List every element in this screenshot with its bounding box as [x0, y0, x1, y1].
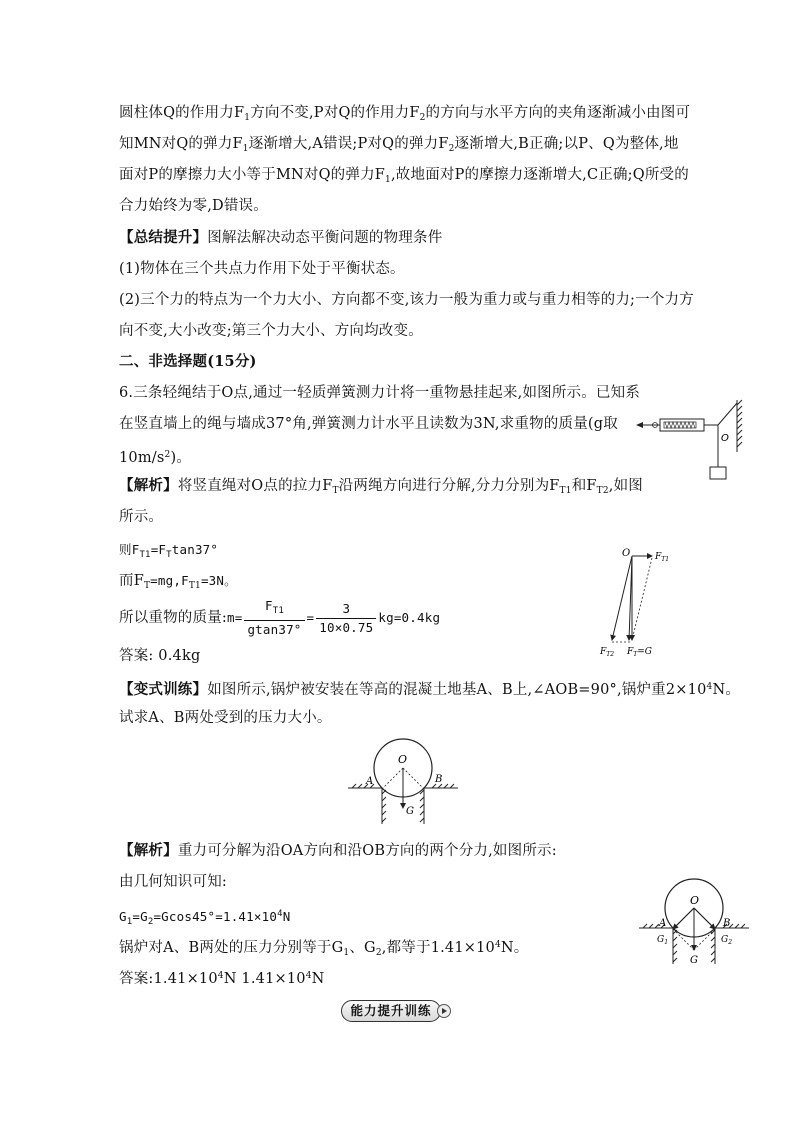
summary-point-2a: (2)三个力的特点为一个力大小、方向都不变,该力一般为重力或与重力相等的力;一个力方 — [119, 292, 694, 308]
dashed-oa — [382, 768, 403, 789]
q6-equation-2: 而$F_T=mg,F_{T1}=3N$。 — [119, 573, 237, 591]
force-decomposition-figure — [596, 544, 678, 658]
prev-solution-line-3: 面对P的摩擦力大小等于MN对Q的弹力$F_1$,故地面对P的摩擦力逐渐增大,C正确;Q所受的 — [119, 167, 689, 185]
label-o: O — [690, 894, 700, 907]
dashed-ob — [403, 768, 424, 789]
spring-scale-figure — [634, 397, 744, 487]
support-right — [420, 784, 458, 824]
label-b: B — [435, 774, 443, 785]
arrow-g2 — [694, 908, 715, 929]
ability-training-badge — [341, 1000, 449, 1022]
figure-label-o: O — [721, 433, 729, 444]
q6-solution-line-2: 所示。 — [119, 509, 164, 525]
label-ft2: $F_{T2}$ — [600, 647, 615, 658]
label-a: A — [366, 776, 374, 787]
badge-label: 能力提升训练 — [341, 1000, 441, 1022]
dashed-1 — [673, 929, 694, 950]
fraction-2: $\frac{3}{10\times 0.75}$ — [316, 600, 376, 637]
prev-solution-line-4: 合力始终为零,D错误。 — [119, 198, 268, 214]
label-o: O — [398, 753, 408, 766]
variant-answer: 答案$:1.41\times 10^4N$ $1.41\times 10^4N$ — [119, 971, 325, 987]
boiler-decomposition-figure — [637, 876, 753, 968]
label-ft1: $F_{T1}$ — [655, 552, 670, 563]
label-b: B — [723, 918, 731, 929]
summary-point-1: (1)物体在三个共点力作用下处于平衡状态。 — [119, 261, 405, 277]
q6-answer: 答案: 0.4kg — [119, 648, 201, 664]
support-left — [348, 784, 386, 824]
play-arrow-icon — [437, 1004, 451, 1018]
variant-equation: $G_1=G_2=Gcos45^\circ=1.41\times 10^4N$ — [119, 909, 291, 927]
fraction-1: $\frac{F_{T1}}{gtan37^\circ}$ — [244, 597, 304, 639]
label-g: G — [406, 806, 414, 817]
arrow-g1 — [673, 908, 694, 929]
summary-heading: 【总结提升】图解法解决动态平衡问题的物理条件 — [119, 229, 443, 246]
label-o: O — [622, 548, 631, 559]
label-a: A — [659, 918, 667, 929]
spring-scale — [636, 419, 704, 431]
variant-line-2: 试求A、B两处受到的压力大小。 — [119, 710, 332, 726]
prev-solution-line-1: 圆柱体Q的作用力$F_1$方向不变,P对Q的作用力$F_2$的方向与水平方向的夹角逐渐减小由图可 — [119, 105, 691, 123]
section-title: 二、非选择题(15分) — [119, 353, 257, 370]
wall-hatch — [737, 400, 742, 452]
variant-solution-line-1: 【解析】重力可分解为沿OA方向和沿OB方向的两个分力,如图所示: — [119, 842, 557, 859]
rope-to-wall — [718, 403, 737, 425]
q6-line-3: $10m/s^2$)。 — [119, 450, 192, 466]
q6-equation-3: 所以重物的质量:m= $\frac{F_{T1}}{gtan37^\circ}$ = $\frac{3}{10\times 0.75}$ kg=0.4kg — [119, 598, 441, 637]
variant-line-1: 【变式训练】如图所示,锅炉被安装在等高的混凝土地基A、B上,∠AOB=90°,锅炉重$2\times 10^4N$。 — [119, 681, 741, 698]
label-ft-g: $F_T=G$ — [627, 647, 652, 658]
dashed-parallel-1 — [632, 558, 652, 640]
q6-solution-line-1: 【解析】将竖直绳对O点的拉力$F_T$沿两绳方向进行分解,分力分别为$F_{T1}$和$F_{T2}$,如图 — [119, 477, 644, 496]
weight-block — [710, 467, 726, 479]
label-g: G — [690, 955, 698, 966]
q6-line-2: 在竖直墙上的绳与墙成37°角,弹簧测力计水平且读数为3N,求重物的质量(g取 — [119, 416, 618, 432]
q6-line-1: 6.三条轻绳结于O点,通过一轻质弹簧测力计将一重物悬挂起来,如图所示。已知系 — [119, 385, 641, 401]
prev-solution-line-2: 知MN对Q的弹力$F_1$逐渐增大,A错误;P对Q的弹力$F_2$逐渐增大,B正确;以P、Q为整体,地 — [119, 136, 679, 154]
variant-solution-line-4: 锅炉对A、B两处的压力分别等于$G_1$、$G_2$,都等于$1.41\times 10^4N$。 — [119, 940, 529, 958]
summary-point-2b: 向不变,大小改变;第三个力大小、方向均改变。 — [119, 323, 423, 339]
boiler-figure — [346, 736, 462, 828]
label-g1: $G_1$ — [657, 935, 669, 946]
q6-equation-1: 则$F_{T1}=F_T\tan 37^\circ$ — [119, 542, 219, 560]
label-g2: $G_2$ — [721, 935, 733, 946]
variant-solution-line-2: 由几何知识可知: — [119, 874, 227, 890]
